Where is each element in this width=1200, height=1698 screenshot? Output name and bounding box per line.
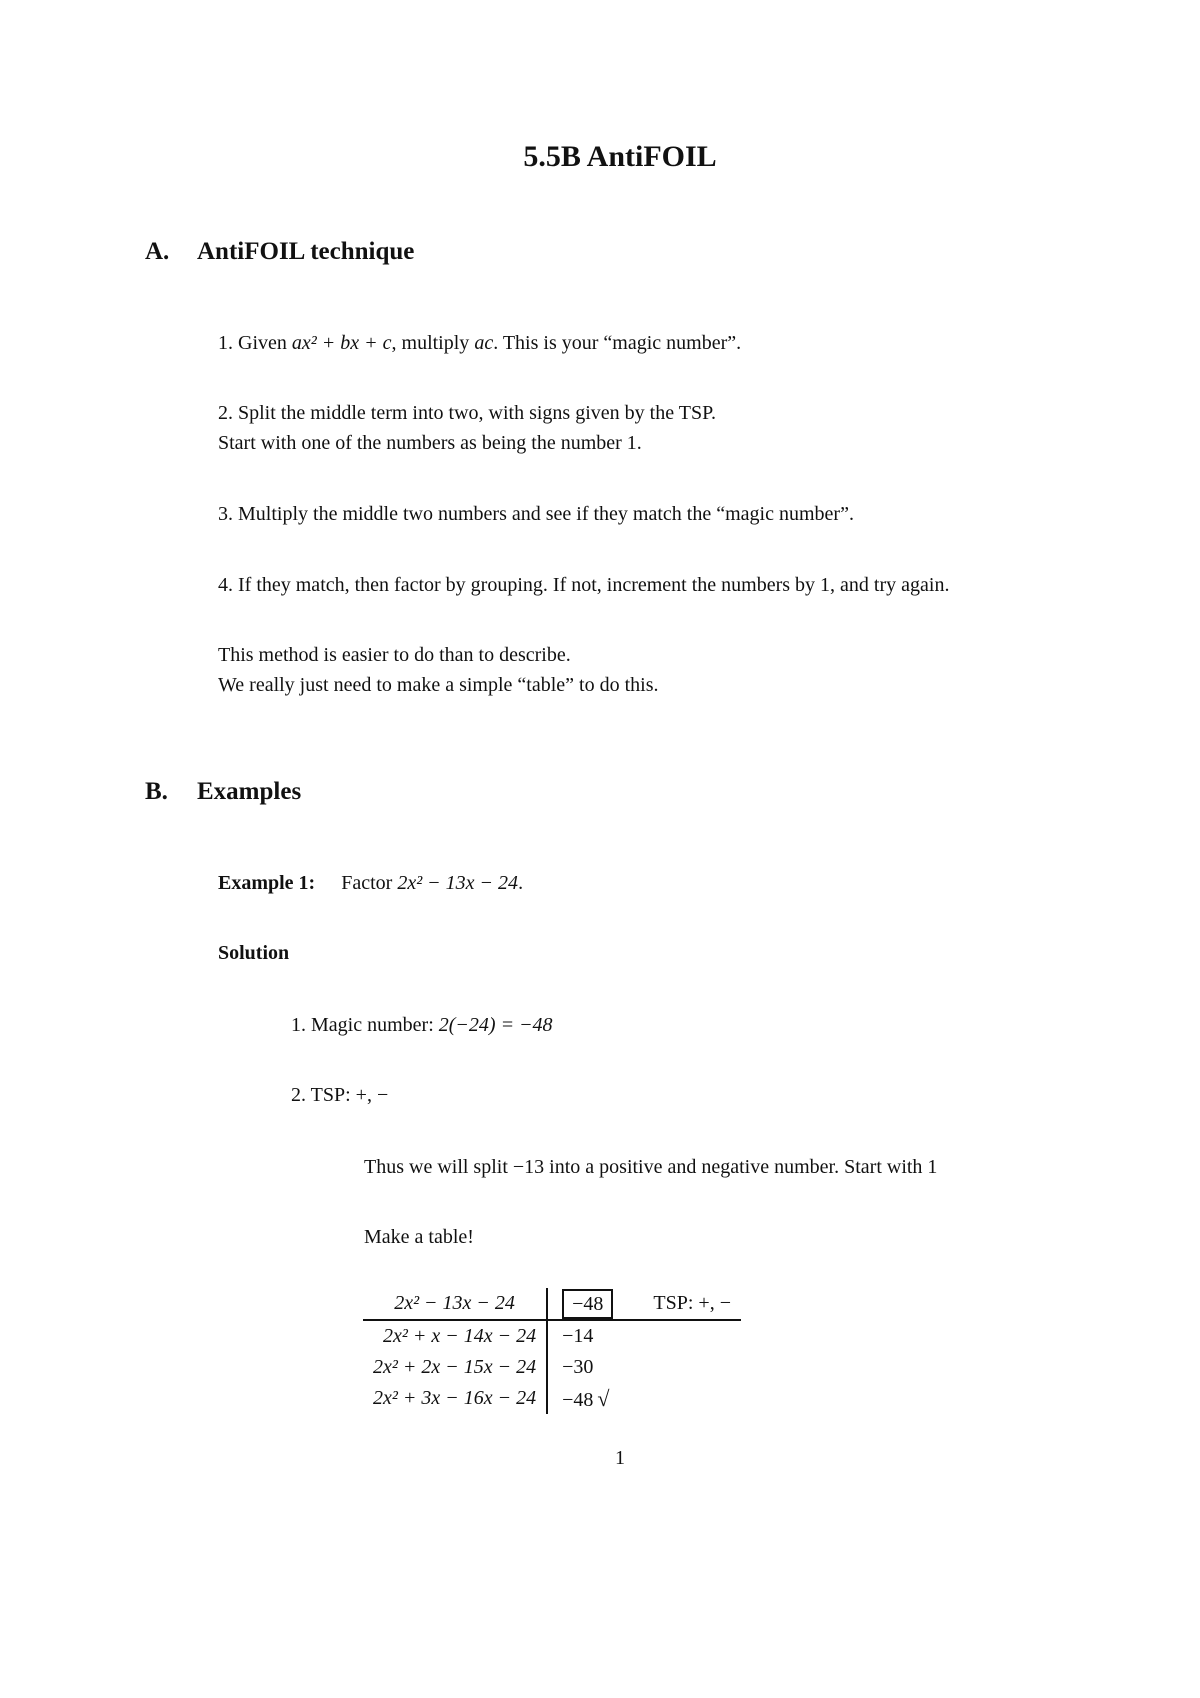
section-a-heading [145, 238, 414, 266]
table-row-value: −14 [562, 1325, 594, 1347]
table-row-expression: 2x² + x − 14x − 24 [383, 1325, 537, 1347]
table-row-expression: 2x² + 2x − 15x − 24 [373, 1356, 537, 1378]
example-1 [218, 868, 523, 898]
split-text-end: into a positive and negative number. Start with 1 [544, 1156, 938, 1178]
table-header-magic [552, 1288, 623, 1320]
example-1-expression: 2x² − 13x − 24 [397, 872, 519, 894]
solution-step-1-text: 1. Magic number: [291, 1014, 439, 1036]
make-table-text: Make a table! [364, 1226, 474, 1248]
solution-step-1 [291, 1010, 553, 1040]
section-b-title: Examples [197, 778, 302, 805]
step-1 [218, 328, 741, 358]
table-header-tsp: TSP: +, − [623, 1288, 741, 1320]
solution-label: Solution [218, 942, 290, 964]
table-header-row [363, 1288, 741, 1320]
example-1-text: Factor [341, 872, 398, 894]
step-2-line-1: 2. Split the middle term into two, with signs given by the TSP. [218, 402, 716, 424]
check-mark-icon: √ [597, 1385, 610, 1411]
step-1-text: 1. Given [218, 332, 292, 354]
step-1-text-mid: , multiply [391, 332, 475, 354]
split-instruction [364, 1152, 937, 1182]
split-text: Thus we will split [364, 1156, 513, 1178]
magic-number-box: −48 [562, 1289, 613, 1319]
step-2-line-2: Start with one of the numbers as being the number 1. [218, 432, 642, 454]
split-number: −13 [512, 1156, 545, 1178]
step-1-text-end: . This is your “magic number”. [493, 332, 742, 354]
note-line-2: We really just need to make a simple “table” to do this. [218, 674, 659, 696]
table-header-expression: 2x² − 13x − 24 [363, 1288, 547, 1320]
table-row-expression: 2x² + 3x − 16x − 24 [373, 1387, 537, 1409]
step-3: 3. Multiply the middle two numbers and see if they match the “magic number”. [218, 503, 854, 525]
step-1-expression: ax² + bx + c [291, 332, 392, 354]
section-a-label: A. [145, 238, 170, 265]
step-4: 4. If they match, then factor by grouping. If not, increment the numbers by 1, and try again. [218, 574, 950, 596]
example-1-period: . [518, 872, 524, 894]
table-row [363, 1383, 741, 1414]
table-row [363, 1320, 741, 1352]
note-line-1: This method is easier to do than to describe. [218, 644, 571, 666]
section-a-title: AntiFOIL technique [197, 238, 415, 265]
page-title: 5.5B AntiFOIL [523, 140, 717, 173]
table-row-value: −30 [562, 1356, 594, 1378]
antifoil-table [363, 1288, 741, 1414]
solution-step-2-math: +, − [355, 1084, 389, 1106]
table-row [363, 1352, 741, 1383]
step-1-ac: ac [474, 332, 494, 354]
table-row-value: −48 [562, 1388, 594, 1411]
solution-step-2-text: 2. TSP: [291, 1084, 356, 1106]
solution-step-1-math: 2(−24) = −48 [438, 1014, 553, 1036]
example-1-label: Example 1: [218, 872, 316, 894]
solution-step-2 [291, 1080, 388, 1110]
section-b-heading [145, 778, 301, 806]
section-b-label: B. [145, 778, 168, 805]
table-row-value-checked [552, 1383, 623, 1414]
page-number: 1 [615, 1447, 625, 1469]
